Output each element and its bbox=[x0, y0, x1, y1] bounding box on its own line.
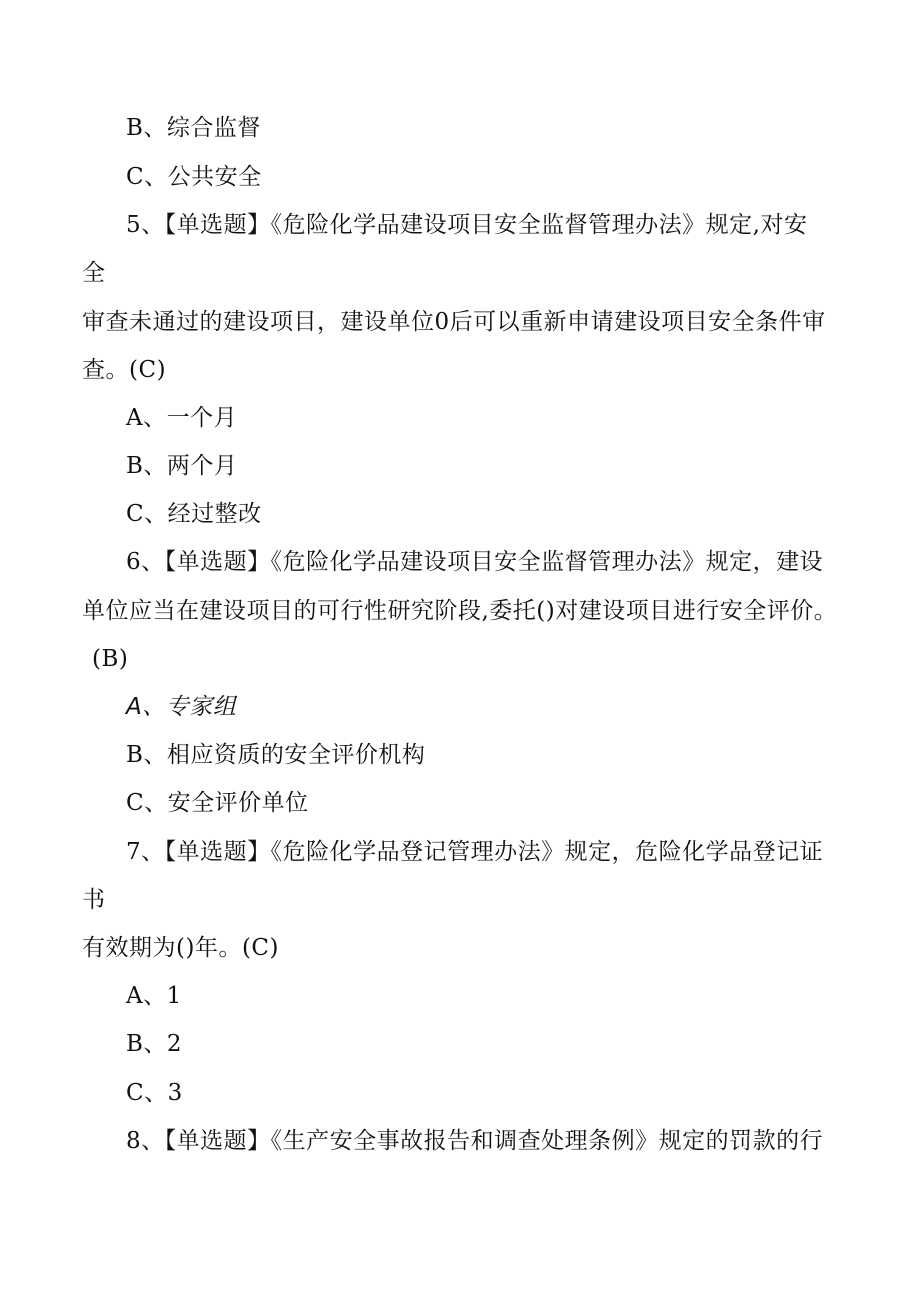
option-c-q5: C、经过整改 bbox=[126, 501, 262, 527]
option-c-q4: C、公共安全 bbox=[126, 164, 262, 190]
option-b-q6: B、相应资质的安全评价机构 bbox=[126, 742, 426, 768]
option-c-q7: C、3 bbox=[126, 1080, 183, 1106]
option-b-q7: B、2 bbox=[126, 1031, 183, 1057]
question-7-line-2: 书 bbox=[82, 887, 106, 913]
question-7-line-1: 7、【单选题】《危险化学品登记管理办法》规定，危险化学品登记证 bbox=[126, 839, 824, 865]
option-a-q5: A、一个月 bbox=[126, 405, 238, 431]
question-5-line-3: 审查未通过的建设项目，建设单位0后可以重新申请建设项目安全条件审 bbox=[82, 309, 826, 335]
question-8-line-1: 8、【单选题】《生产安全事故报告和调查处理条例》规定的罚款的行 bbox=[126, 1128, 824, 1154]
question-7-line-3: 有效期为()年。(C) bbox=[82, 935, 279, 961]
question-5-line-4: 查。(C) bbox=[82, 357, 167, 383]
question-5-line-1: 5、【单选题】《危险化学品建设项目安全监督管理办法》规定,对安 bbox=[126, 212, 808, 238]
option-a-q7: A、1 bbox=[126, 983, 182, 1009]
option-b-q4: B、综合监督 bbox=[126, 115, 261, 141]
question-6-line-2: 单位应当在建设项目的可行性研究阶段,委托()对建设项目进行安全评价。 bbox=[82, 598, 838, 624]
question-6-line-1: 6、【单选题】《危险化学品建设项目安全监督管理办法》规定，建设 bbox=[126, 549, 824, 575]
option-b-q5: B、两个月 bbox=[126, 453, 238, 479]
option-c-q6: C、安全评价单位 bbox=[126, 790, 309, 816]
question-5-line-2: 全 bbox=[82, 260, 106, 286]
question-6-answer: (B) bbox=[92, 646, 129, 672]
option-a-q6: A、专家组 bbox=[126, 694, 237, 720]
